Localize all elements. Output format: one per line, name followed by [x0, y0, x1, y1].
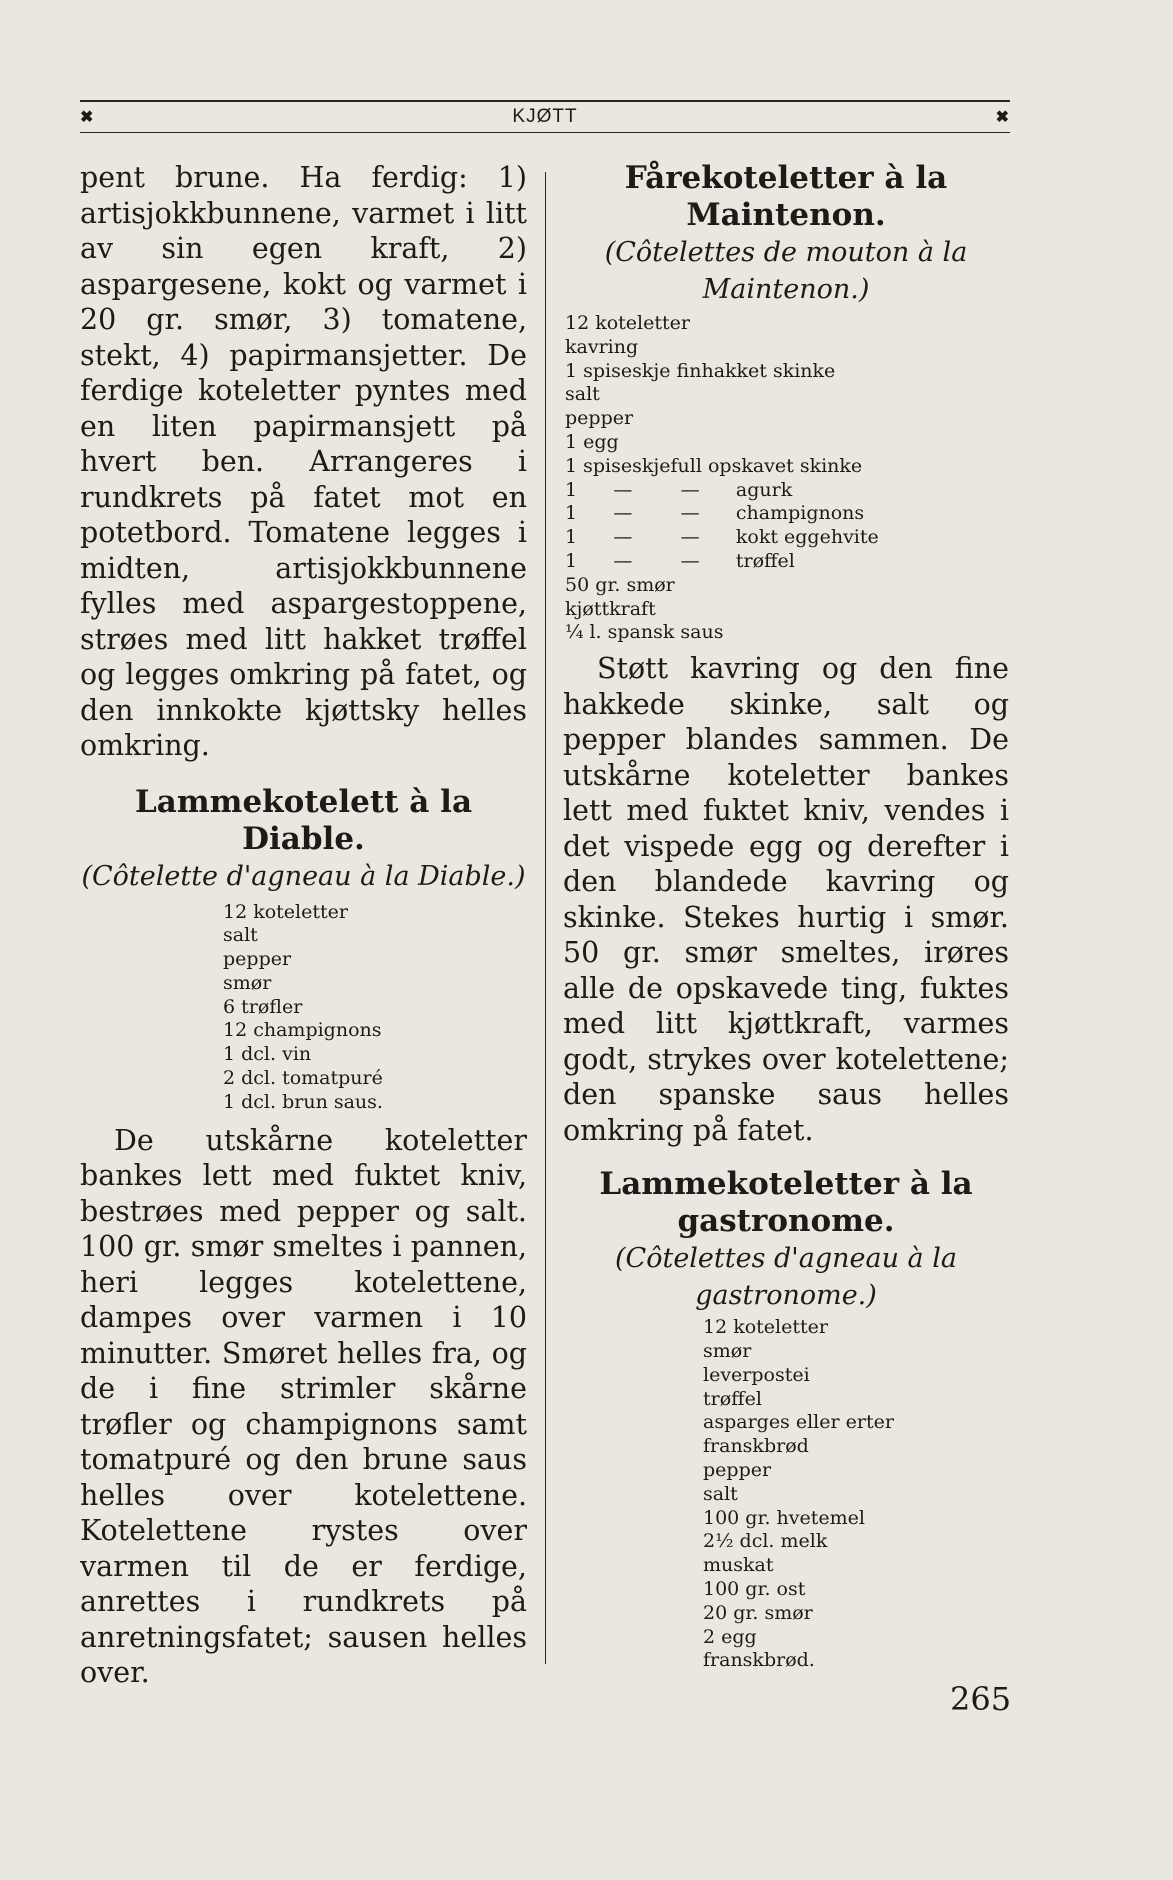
ingredient-item: 1 — — agurk — [565, 478, 793, 501]
recipe-subtitle-maintenon — [563, 234, 1009, 308]
page-number: 265 — [950, 1680, 1012, 1718]
ingredient-item: 2½ dcl. melk — [703, 1530, 828, 1553]
title-line: Fårekoteletter à la — [624, 160, 948, 196]
ingredient-item: kjøttkraft — [565, 597, 656, 620]
recipe-title-maintenon — [563, 160, 1009, 234]
recipe-title-gastronome — [563, 1166, 1009, 1240]
ingredient-item: franskbrød. — [703, 1649, 815, 1672]
method-paragraph-maintenon: Støtt kavring og den fine hakkede skinke, salt og pepper blandes sammen. De utskårne koteletter bankes lett med fuktet kniv, vendes i det vispede egg og derefter i den blandede kavring og skinke. Stekes hurtig i smør. 50 gr. smør smeltes, irøres alle de opskavede ting, fuktes med litt kjøttkraft, varmes godt, strykes over kotelettene; den spanske saus helles omkring på fatet. — [563, 652, 1009, 1147]
header-ornament-left: ✖ — [80, 109, 95, 126]
left-column — [80, 160, 527, 1691]
ingredient-item: 100 gr. ost — [703, 1577, 806, 1600]
ingredient-item: 1 egg — [565, 430, 619, 453]
subtitle-line: (Côtelettes d'agneau à la — [615, 1243, 957, 1275]
ingredient-item: leverpostei — [703, 1363, 810, 1386]
ingredient-list-diable — [223, 901, 527, 1115]
ingredient-item: pepper — [703, 1458, 772, 1481]
ingredient-item: trøffel — [703, 1387, 762, 1410]
method-paragraph-diable: De utskårne koteletter bankes lett med fuktet kniv, bestrøes med pepper og salt. 100 gr. smør smeltes i pannen, heri legges kotelettene, dampes over varmen i 10 minutter. Smøret helles fra, og de i fine strimler skårne trøfler og champignons samt tomatpuré og den brune saus helles over kotelettene. Kotelettene rystes over varmen til de er ferdige, anrettes i rundkrets på anretningsfatet; sausen helles over. — [80, 1123, 527, 1690]
ingredient-item: salt — [223, 924, 258, 947]
ingredient-item: 1 dcl. brun saus. — [223, 1090, 383, 1113]
ingredient-item: 1 spiseskjefull opskavet skinke — [565, 454, 863, 477]
intro-paragraph: pent brune. Ha ferdig: 1) artisjokkbunnene, varmet i litt av sin egen kraft, 2) aspargesene, kokt og varmet i 20 gr. smør, 3) tomatene, stekt, 4) papirmansjetter. De ferdige koteletter pyntes med en liten papirmansjett på hvert ben. Arrangeres i rundkrets på fatet mot en potetbord. Tomatene legges i midten, artisjokkbunnene fylles med aspargestoppene, strøes med litt hakket trøffel og legges omkring på fatet, og den innkokte kjøttsky helles omkring. — [80, 161, 527, 762]
ingredient-item: pepper — [565, 407, 634, 430]
ingredient-item: salt — [703, 1482, 738, 1505]
ingredient-item: 1 — — trøffel — [565, 549, 795, 572]
running-header — [80, 100, 1010, 133]
ingredient-item: pepper — [223, 948, 292, 971]
ingredient-item: 50 gr. smør — [565, 573, 675, 596]
ingredient-item: muskat — [703, 1554, 774, 1577]
ingredient-item: smør — [223, 971, 272, 994]
recipe-subtitle-diable: (Côtelette d'agneau à la Diable.) — [81, 860, 526, 892]
header-ornament-right: ✖ — [995, 109, 1010, 126]
title-line: gastronome. — [677, 1203, 895, 1240]
column-divider — [545, 172, 546, 1664]
ingredient-item: 100 gr. hvetemel — [703, 1506, 865, 1529]
subtitle-line: gastronome.) — [695, 1280, 877, 1312]
ingredient-item: 20 gr. smør — [703, 1601, 813, 1624]
title-line: Lammekoteletter à la — [599, 1166, 973, 1203]
subtitle-line: Maintenon.) — [702, 274, 870, 305]
ingredient-item: 2 egg — [703, 1625, 757, 1648]
ingredient-item: 1 dcl. vin — [223, 1043, 312, 1066]
subtitle-line: (Côtelettes de mouton à la — [604, 237, 968, 268]
ingredient-item: salt — [565, 383, 600, 406]
ingredient-item: ¼ l. spansk saus — [565, 621, 724, 644]
ingredient-item: 12 champignons — [223, 1019, 382, 1042]
ingredient-item: 12 koteletter — [223, 900, 348, 923]
ingredient-item: 12 koteletter — [565, 312, 690, 334]
recipe-title-diable: Lammekotelett à la Diable. — [134, 783, 473, 857]
title-line: Maintenon. — [686, 197, 886, 233]
ingredient-item: 12 koteletter — [703, 1316, 828, 1339]
right-column — [563, 160, 1009, 1673]
ingredient-item: franskbrød — [703, 1435, 809, 1458]
ingredient-item: kavring — [565, 335, 639, 358]
ingredient-item: 1 — — champignons — [565, 502, 865, 525]
ingredient-item: 2 dcl. tomatpuré — [223, 1067, 383, 1090]
recipe-subtitle-gastronome — [563, 1240, 1009, 1314]
ingredient-item: 1 — — kokt eggehvite — [565, 526, 879, 549]
ingredient-list-gastronome — [703, 1316, 1009, 1673]
ingredient-item: asparges eller erter — [703, 1411, 894, 1434]
ingredient-item: 6 trøfler — [223, 995, 303, 1018]
ingredient-list-maintenon — [565, 312, 1009, 645]
header-title: KJØTT — [512, 106, 578, 127]
ingredient-item: 1 spiseskje finhakket skinke — [565, 359, 836, 382]
ingredient-item: smør — [703, 1339, 752, 1362]
